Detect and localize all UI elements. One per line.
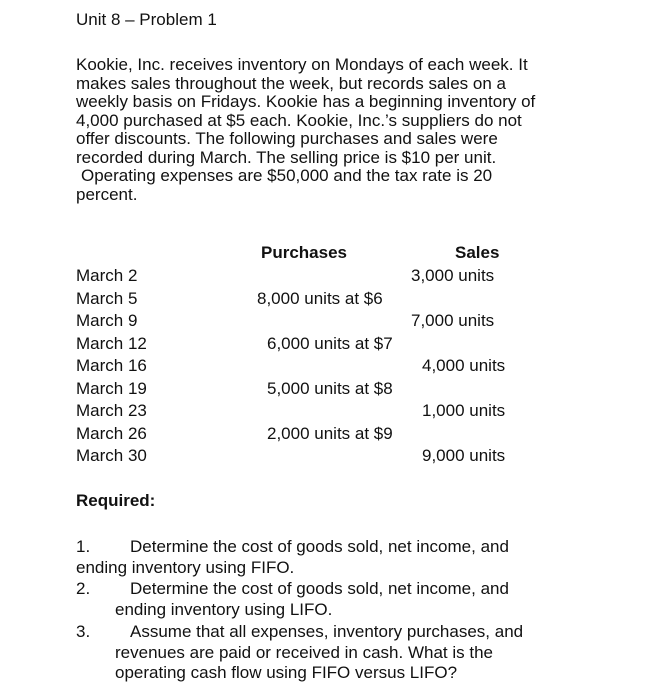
item-number: 1. <box>76 537 91 556</box>
row-date: March 19 <box>76 379 147 398</box>
row-date: March 23 <box>76 401 147 420</box>
intro-line: 4,000 purchased at $5 each. Kookie, Inc.’s suppliers do not <box>76 110 522 130</box>
row-purchase: 5,000 units at $8 <box>267 379 393 398</box>
required-item <box>76 579 596 620</box>
row-sale: 3,000 units <box>411 266 495 285</box>
intro-line: Kookie, Inc. receives inventory on Mondays of each week. It <box>76 55 528 74</box>
sales-column-header: Sales <box>455 243 500 262</box>
intro-line: makes sales throughout the week, but records sales on a <box>76 73 506 93</box>
row-date: March 30 <box>76 446 147 465</box>
row-purchase: 8,000 units at $6 <box>257 289 383 308</box>
intro-line: weekly basis on Fridays. Kookie has a beginning inventory of <box>76 92 536 111</box>
row-sale: 9,000 units <box>422 446 506 465</box>
row-purchase: 6,000 units at $7 <box>267 334 393 353</box>
intro-paragraph <box>76 56 596 204</box>
required-item <box>76 537 596 578</box>
item-number: 3. <box>76 622 91 641</box>
problem-title: Unit 8 – Problem 1 <box>76 10 217 29</box>
item-line: revenues are paid or received in cash. What is the <box>115 642 493 662</box>
item-line: ending inventory using FIFO. <box>76 557 295 577</box>
row-date: March 9 <box>76 311 138 330</box>
row-purchase: 2,000 units at $9 <box>267 424 393 443</box>
row-sale: 1,000 units <box>422 401 506 420</box>
required-item <box>76 622 596 684</box>
required-heading: Required: <box>76 491 156 510</box>
item-line: Assume that all expenses, inventory purchases, and <box>130 622 524 641</box>
row-date: March 5 <box>76 289 138 308</box>
row-sale: 7,000 units <box>411 311 495 330</box>
item-number: 2. <box>76 579 91 598</box>
row-sale: 4,000 units <box>422 356 506 375</box>
item-line: operating cash flow using FIFO versus LIFO? <box>115 663 458 682</box>
row-date: March 2 <box>76 266 138 285</box>
intro-line: percent. <box>76 184 138 204</box>
intro-line: recorded during March. The selling price is $10 per unit. <box>76 147 497 167</box>
item-line: Determine the cost of goods sold, net income, and <box>130 579 509 598</box>
row-date: March 12 <box>76 334 147 353</box>
intro-line: offer discounts. The following purchases and sales were <box>76 129 498 148</box>
item-line: ending inventory using LIFO. <box>115 599 333 619</box>
row-date: March 26 <box>76 424 147 443</box>
purchases-column-header: Purchases <box>261 243 347 262</box>
item-line: Determine the cost of goods sold, net income, and <box>130 537 509 556</box>
intro-line: Operating expenses are $50,000 and the tax rate is 20 <box>81 166 493 185</box>
row-date: March 16 <box>76 356 147 375</box>
